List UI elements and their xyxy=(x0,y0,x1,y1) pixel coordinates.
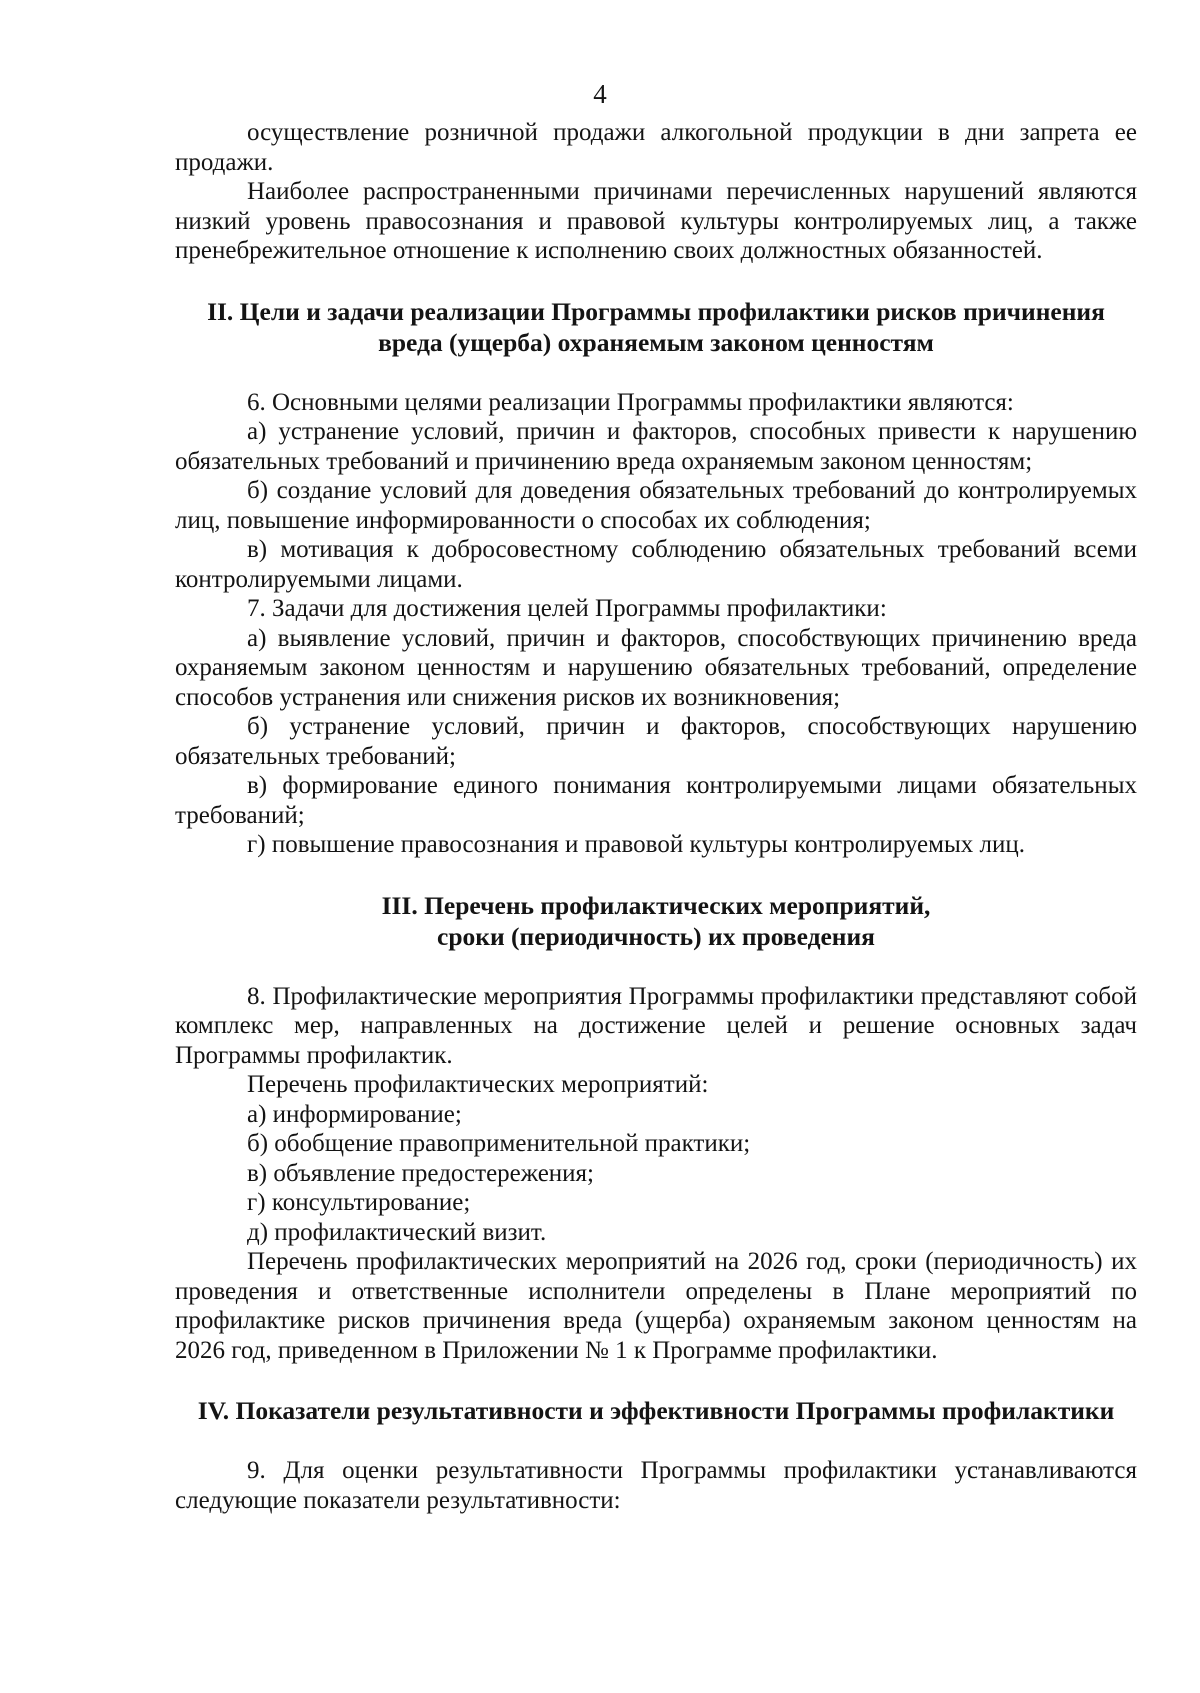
paragraph: а) выявление условий, причин и факторов, способствующих причинению вреда охраняемым законом ценностям и нарушению обязательных требований, определение способов устранения или снижения рисков их возникновения; xyxy=(175,624,1137,711)
document-body xyxy=(175,118,1137,1515)
paragraph: 6. Основными целями реализации Программы профилактики являются: xyxy=(247,388,1014,416)
paragraph: 8. Профилактические мероприятия Программы профилактики представляют собой комплекс мер, направленных на достижение целей и решение основных задач Программы профилактик. xyxy=(175,982,1137,1069)
paragraph: осуществление розничной продажи алкогольной продукции в дни запрета ее продажи. xyxy=(175,119,1137,176)
paragraph: а) устранение условий, причин и факторов, способных привести к нарушению обязательных требований и причинению вреда охраняемым законом ценностям; xyxy=(175,418,1137,475)
section-heading-line: II. Цели и задачи реализации Программы профилактики рисков причинения xyxy=(207,296,1105,326)
paragraph: Наиболее распространенными причинами перечисленных нарушений являются низкий уровень правосознания и правовой культуры контролируемых лиц, а также пренебрежительное отношение к исполнению своих должностных обязанностей. xyxy=(175,178,1137,264)
paragraph: в) мотивация к добросовестному соблюдению обязательных требований всеми контролируемыми лицами. xyxy=(175,536,1137,593)
list-item: в) объявление предостережения; xyxy=(247,1159,594,1187)
section-heading-3 xyxy=(175,890,1137,952)
paragraph: в) формирование единого понимания контролируемыми лицами обязательных требований; xyxy=(175,772,1137,829)
list-item: а) информирование; xyxy=(247,1100,462,1128)
paragraph: г) повышение правосознания и правовой культуры контролируемых лиц. xyxy=(247,831,1026,858)
section-heading-line: IV. Показатели результативности и эффективности Программы профилактики xyxy=(197,1396,1115,1425)
section-heading-line: сроки (периодичность) их проведения xyxy=(437,921,875,951)
paragraph: 9. Для оценки результативности Программы профилактики устанавливаются следующие показатели результативности: xyxy=(175,1457,1137,1514)
page-number: 4 xyxy=(593,79,607,109)
section-heading-line: III. Перечень профилактических мероприятий, xyxy=(381,890,931,920)
paragraph: Перечень профилактических мероприятий: xyxy=(247,1071,709,1098)
paragraph: б) устранение условий, причин и факторов, способствующих нарушению обязательных требований; xyxy=(175,713,1137,770)
section-heading-4 xyxy=(175,1395,1137,1426)
list-item: б) обобщение правоприменительной практики; xyxy=(247,1130,751,1157)
list-item: д) профилактический визит. xyxy=(247,1218,547,1246)
paragraph: б) создание условий для доведения обязательных требований до контролируемых лиц, повышение информированности о способах их соблюдения; xyxy=(175,477,1137,534)
section-heading-2 xyxy=(175,296,1137,358)
list-item: г) консультирование; xyxy=(247,1189,471,1216)
paragraph: Перечень профилактических мероприятий на 2026 год, сроки (периодичность) их проведения и ответственные исполнители определены в Плане мероприятий по профилактике рисков причинения вреда (ущерба) охраняемым законом ценностям на 2026 год, приведенном в Приложении № 1 к Программе профилактики. xyxy=(175,1248,1137,1364)
section-heading-line: вреда (ущерба) охраняемым законом ценностям xyxy=(378,327,934,357)
paragraph: 7. Задачи для достижения целей Программы профилактики: xyxy=(247,595,887,622)
